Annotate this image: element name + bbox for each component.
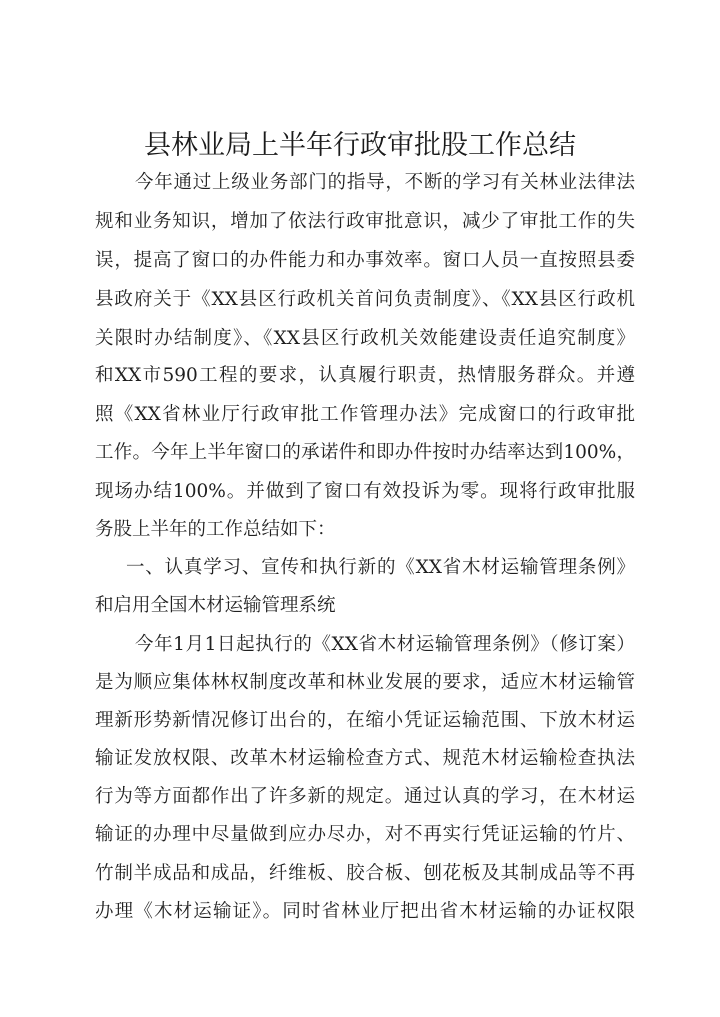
section-heading-line: 一、认真学习、宣传和执行新的《XX省木材运输管理条例》 — [126, 557, 635, 578]
paragraph-line: 关限时办结制度》、《XX县区行政机关效能建设责任追究制度》 — [95, 328, 635, 349]
paragraph-line: 竹制半成品和成品，纤维板、胶合板、刨花板及其制成品等不再 — [95, 863, 635, 884]
paragraph-line: 和XX市590工程的要求，认真履行职责，热情服务群众。并遵 — [95, 365, 635, 386]
paragraph-line: 照《XX省林业厅行政审批工作管理办法》完成窗口的行政审批 — [95, 404, 635, 425]
paragraph-line: 行为等方面都作出了许多新的规定。通过认真的学习，在木材运 — [95, 786, 635, 807]
paragraph-line: 现场办结100%。并做到了窗口有效投诉为零。现将行政审批服 — [95, 481, 635, 502]
paragraph-line: 输证发放权限、改革木材运输检查方式、规范木材运输检查执法 — [95, 748, 635, 769]
paragraph-line: 工作。今年上半年窗口的承诺件和即办件按时办结率达到100%， — [95, 442, 635, 463]
paragraph-line: 务股上半年的工作总结如下： — [95, 519, 336, 540]
paragraph-line: 县政府关于《XX县区行政机关首问负责制度》、《XX县区行政机 — [95, 289, 635, 310]
paragraph-line: 规和业务知识，增加了依法行政审批意识，减少了审批工作的失 — [95, 211, 635, 232]
paragraph-line: 今年通过上级业务部门的指导，不断的学习有关林业法律法 — [135, 172, 635, 193]
paragraph-line: 今年1月1日起执行的《XX省木材运输管理条例》（修订案） — [135, 634, 635, 655]
section-heading-line: 和启用全国木材运输管理系统 — [95, 595, 336, 616]
paragraph-line: 误，提高了窗口的办件能力和办事效率。窗口人员一直按照县委 — [95, 250, 635, 271]
document-title: 县林业局上半年行政审批股工作总结 — [144, 130, 576, 161]
paragraph-line: 是为顺应集体林权制度改革和林业发展的要求，适应木材运输管 — [95, 672, 635, 693]
paragraph-line: 理新形势新情况修订出台的，在缩小凭证运输范围、下放木材运 — [95, 710, 635, 731]
paragraph-line: 办理《木材运输证》。同时省林业厅把出省木材运输的办证权限 — [95, 901, 635, 922]
paragraph-line: 输证的办理中尽量做到应办尽办，对不再实行凭证运输的竹片、 — [95, 824, 635, 845]
